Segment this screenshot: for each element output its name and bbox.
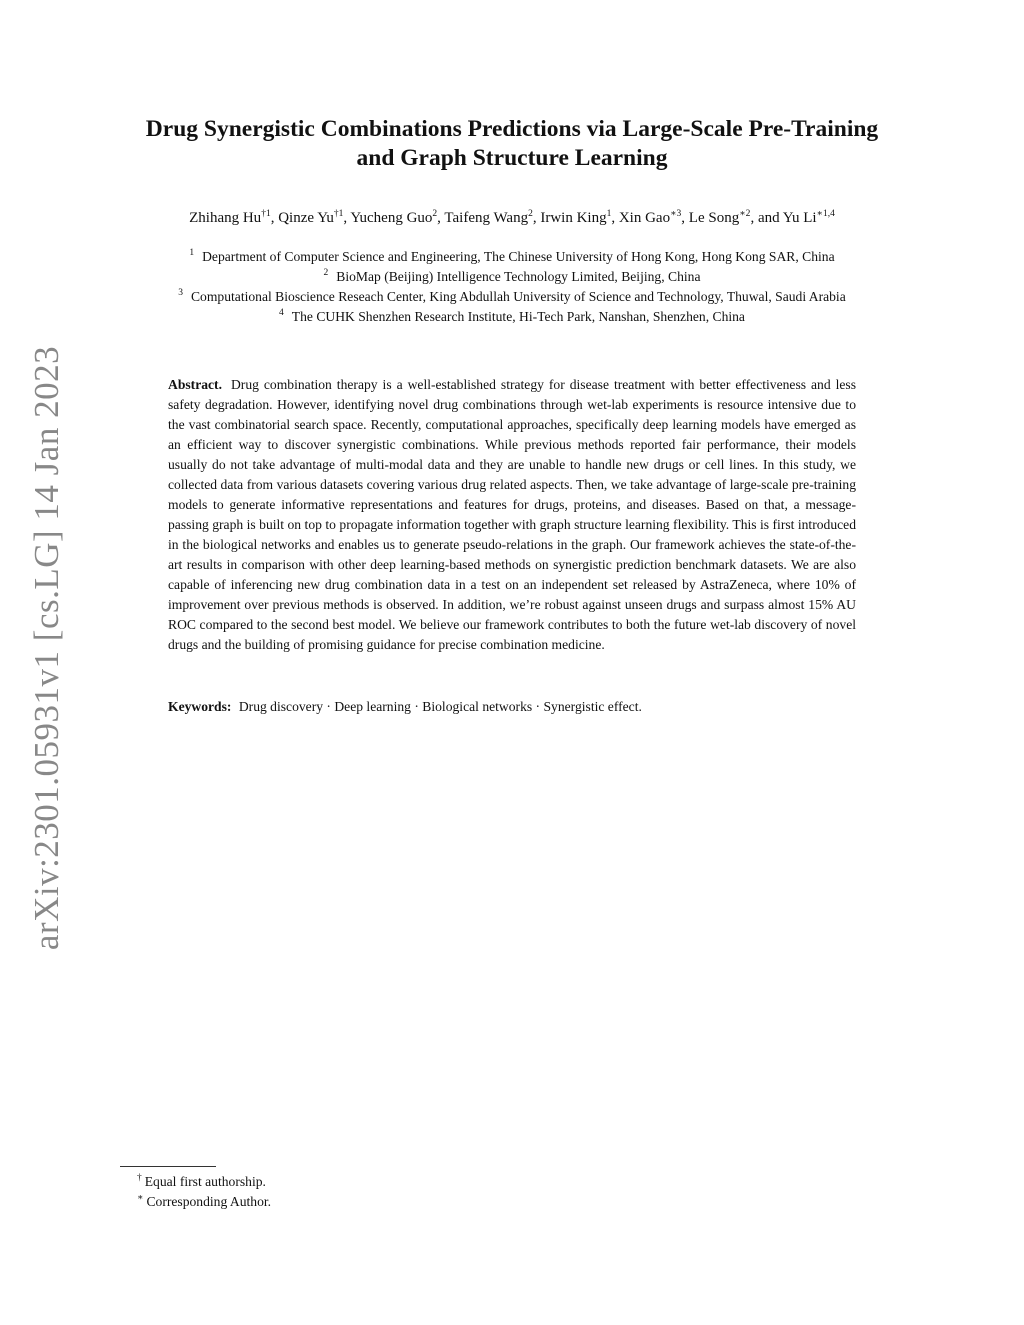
affiliation: [60, 287, 964, 307]
author: [444, 210, 540, 226]
footnote: [137, 1192, 271, 1212]
author: [189, 210, 278, 226]
author-separator: ,: [437, 210, 445, 226]
arxiv-identifier-stamp: arXiv:2301.05931v1 [cs.LG] 14 Jan 2023: [27, 345, 66, 951]
author-mark: ∗2: [739, 209, 751, 219]
author-name: Le Song: [688, 210, 740, 226]
author-mark: ∗1,4: [816, 209, 835, 219]
author-separator: ,: [270, 210, 279, 226]
author-mark: †1: [261, 209, 271, 219]
abstract: [168, 375, 856, 655]
author-mark: †1: [333, 209, 344, 219]
affiliation-number: 2: [323, 268, 329, 278]
affiliation-text: BioMap (Beijing) Intelligence Technology Limited, Beijing, China: [336, 269, 701, 284]
author-name: Qinze Yu: [278, 210, 334, 226]
author: [350, 210, 444, 226]
author-separator: ,: [611, 210, 619, 226]
author-name: Irwin King: [540, 210, 607, 226]
author-name: Yucheng Guo: [350, 210, 433, 226]
author-name: Taifeng Wang: [444, 210, 529, 226]
author-separator: , and: [750, 210, 783, 226]
footnote: [137, 1172, 271, 1192]
title-line-2: and Graph Structure Learning: [356, 145, 668, 171]
author-separator: ,: [343, 210, 351, 226]
author-separator: ,: [681, 210, 689, 226]
paper-title: [120, 115, 904, 173]
title-line-1: Drug Synergistic Combinations Predictions via Large-Scale Pre-Training: [145, 116, 879, 142]
author-name: Xin Gao: [618, 210, 671, 226]
footnote-list: [137, 1172, 271, 1212]
affiliation-text: Department of Computer Science and Engineering, The Chinese University of Hong Kong, Hong Kong SAR, China: [202, 249, 835, 264]
footnote-mark: †: [137, 1173, 142, 1183]
author: [619, 210, 689, 226]
author-mark: 1: [606, 209, 612, 219]
keywords: [168, 697, 856, 717]
author-list: [60, 208, 964, 228]
affiliation: [60, 307, 964, 327]
author-name: Yu Li: [782, 210, 817, 226]
affiliation-number: 4: [279, 308, 284, 318]
footnote-text: Corresponding Author.: [146, 1194, 272, 1209]
affiliation-list: [60, 247, 964, 327]
affiliation-number: 1: [189, 248, 195, 258]
author-separator: ,: [532, 210, 541, 226]
author-mark: 2: [528, 209, 533, 219]
affiliation: [60, 247, 964, 267]
author: [783, 210, 835, 226]
footnote-divider: [120, 1166, 216, 1167]
keywords-text: Drug discovery · Deep learning · Biological networks · Synergistic effect.: [238, 699, 642, 714]
affiliation-text: The CUHK Shenzhen Research Institute, Hi-Tech Park, Nanshan, Shenzhen, China: [291, 309, 745, 324]
keywords-label: Keywords:: [168, 699, 232, 714]
affiliation: [60, 267, 964, 287]
footnote-text: Equal first authorship.: [144, 1174, 266, 1189]
abstract-label: Abstract.: [168, 377, 222, 392]
author-mark: 2: [432, 209, 438, 219]
author-name: Zhihang Hu: [189, 210, 262, 226]
affiliation-number: 3: [178, 288, 183, 298]
abstract-text: Drug combination therapy is a well-established strategy for disease treatment with better effectiveness and less safety degradation. However, identifying novel drug combinations through wet-lab experiments is resource intensive due to the vast combinatorial search space. Recently, computational approaches, specifically deep learning models have emerged as an efficient way to discover synergistic combinations. While previous methods reported fair performance, their models usually do not take advantage of multi-modal data and they are unable to handle new drugs or cell lines. In this study, we collected data from various datasets covering various drug related aspects. Then, we take advantage of large-scale pre-training models to generate informative representations and features for drugs, proteins, and diseases. Based on that, a message-passing graph is built on top to propagate information together with graph structure learning flexibility. This is first introduced in the biological networks and enables us to generate pseudo-relations in the graph. Our framework achieves the state-of-the-art results in comparison with other deep learning-based methods on synergistic prediction benchmark datasets. We are also capable of inferencing new drug combination data in a test on an independent set released by AstraZeneca, where 10% of improvement over previous methods is observed. In addition, we’re robust against unseen drugs and surpass almost 15% AU ROC compared to the second best model. We believe our framework contributes to both the future wet-lab discovery of novel drugs and the building of promising guidance for precise combination medicine.: [168, 377, 856, 652]
author: [278, 210, 350, 226]
footnote-mark: ∗: [137, 1193, 144, 1203]
affiliation-text: Computational Bioscience Reseach Center, King Abdullah University of Science and Technology, Thuwal, Saudi Arabia: [190, 289, 846, 304]
author: [540, 210, 619, 226]
author-mark: ∗3: [670, 209, 682, 219]
author: [689, 210, 783, 226]
